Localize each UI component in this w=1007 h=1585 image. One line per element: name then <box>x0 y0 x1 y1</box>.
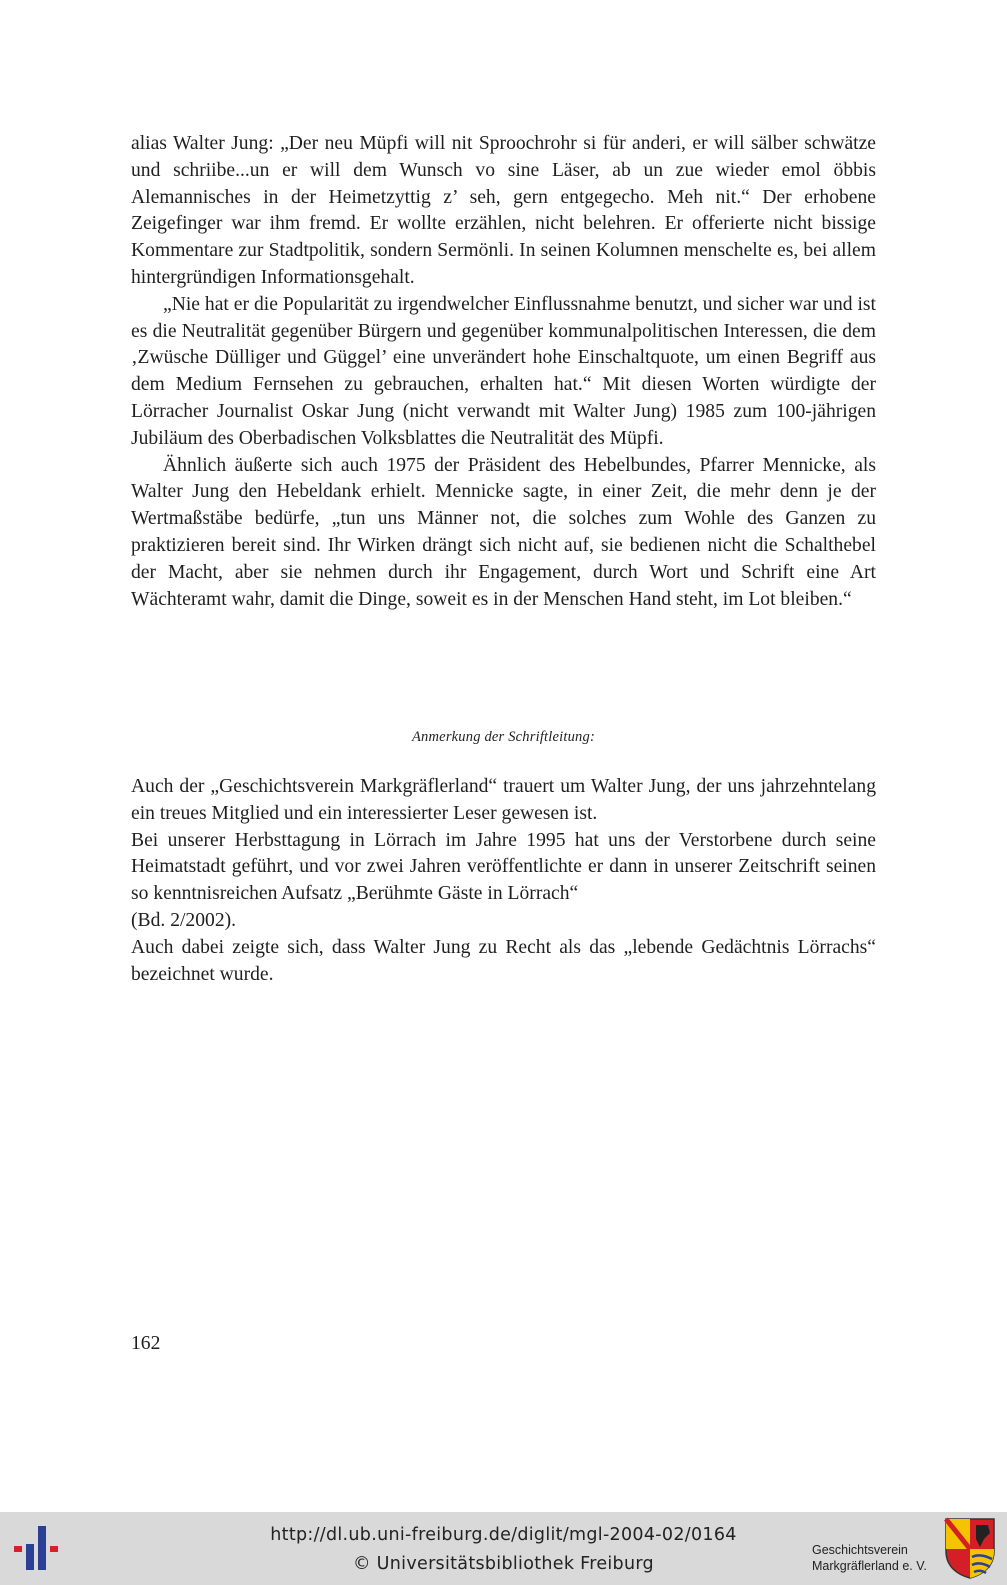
footer-society-name <box>812 1542 927 1574</box>
main-text-block <box>131 131 876 613</box>
footer-copyright: © Universitätsbibliothek Freiburg <box>353 1554 654 1574</box>
note-paragraph-4: Auch dabei zeigte sich, dass Walter Jung zu Recht als das „lebende Gedächtnis Lörrachs“ bezeichnet wurde. <box>131 936 876 985</box>
paragraph-2: „Nie hat er die Popularität zu irgendwelcher Einflussnahme benutzt, und sicher war und ist es die Neutralität gegenüber Bürgern und gegenüber kommunalpolitischen Interessen, die dem ‚Zwüsche Dülliger und Güggel’ eine unverändert hohe Einschaltquote, um einen Begriff aus dem Medium Fernsehen zu gebrauchen, erhalten hat.“ Mit diesen Worten würdigte der Lörracher Journalist Oskar Jung (nicht verwandt mit Walter Jung) 1985 zum 100-jährigen Jubiläum des Oberbadischen Volksblattes die Neutralität des Müpfi. <box>131 293 876 449</box>
paragraph-1: alias Walter Jung: „Der neu Müpfi will nit Sproochrohr si für anderi, er will sälber schwätze und schriibe...un er will dem Wunsch vo sine Läser, ab un zue wieder emol öbbis Alemannisches in der Heimetzyttig z’ seh, gern entgegecho. Meh nit.“ Der erhobene Zeigefinger war ihm fremd. Er wollte erzählen, nicht belehren. Er offerierte nicht bissige Kommentare zur Stadtpolitik, sondern Sermönli. In seinen Kolumnen menschelte es, bei allem hintergründigen Informationsgehalt. <box>131 133 876 288</box>
note-paragraph-3: (Bd. 2/2002). <box>131 909 237 931</box>
page-number: 162 <box>131 1333 161 1354</box>
editorial-note-block <box>131 774 876 988</box>
society-line-1: Geschichtsverein <box>812 1543 908 1557</box>
society-crest-icon[interactable] <box>944 1517 996 1580</box>
note-paragraph-1: Auch der „Geschichtsverein Markgräflerland“ trauert um Walter Jung, der uns jahrzehntelang ein treues Mitglied und ein interessierter Leser gewesen ist. <box>131 776 876 824</box>
society-line-2: Markgräflerland e. V. <box>812 1559 927 1573</box>
editorial-note-heading: Anmerkung der Schriftleitung: <box>412 729 595 745</box>
footer-url-link[interactable]: http://dl.ub.uni-freiburg.de/diglit/mgl-2004-02/0164 <box>270 1525 737 1545</box>
footer-bar <box>0 1512 1007 1585</box>
note-paragraph-2: Bei unserer Herbsttagung in Lörrach im Jahre 1995 hat uns der Verstorbene durch seine Heimatstadt geführt, und vor zwei Jahren veröffentlichte er dann in unserer Zeitschrift seinen so kenntnisreichen Aufsatz „Berühmte Gäste in Lörrach“ <box>131 829 876 905</box>
paragraph-3: Ähnlich äußerte sich auch 1975 der Präsident des Hebelbundes, Pfarrer Mennicke, als Walter Jung den Hebeldank erhielt. Mennicke sagte, in einer Zeit, die mehr denn je der Wertmaßstäbe bedürfe, „tun uns Männer not, die solches zum Wohle des Ganzen zu praktizieren bereit sind. Ihr Wirken drängt sich nicht auf, sie bedienen nicht die Schalthebel der Macht, aber sie nehmen durch ihr Engagement, durch Wort und Schrift eine Art Wächteramt wahr, damit die Dinge, soweit es in der Menschen Hand steht, im Lot bleiben.“ <box>131 454 876 610</box>
